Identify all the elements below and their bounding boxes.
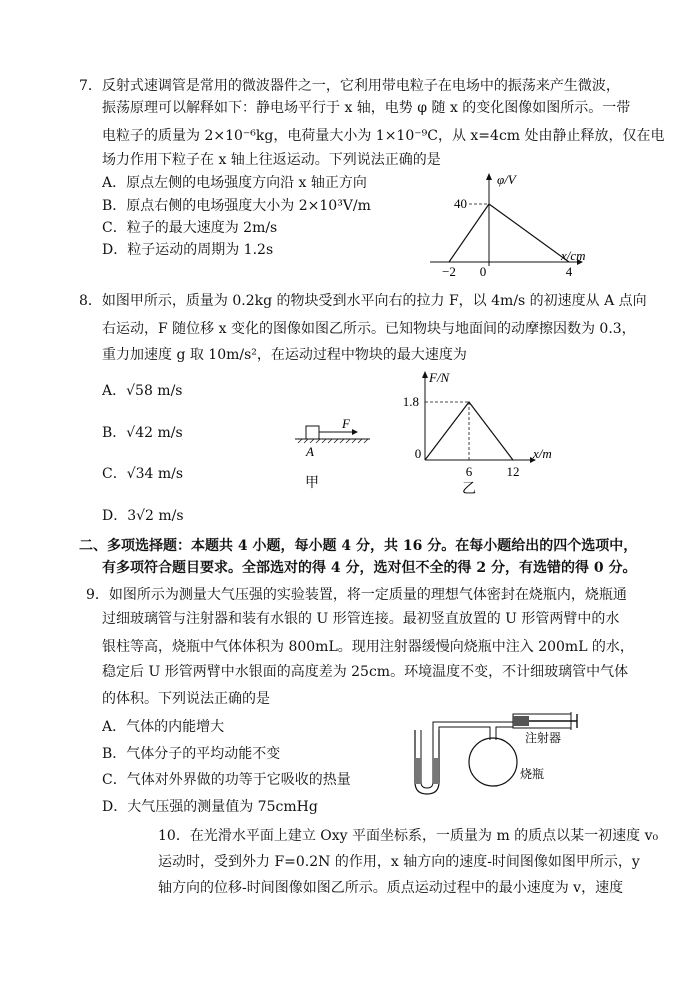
- syringe-fill: [513, 716, 529, 726]
- q8-option-b: B．√42 m/s: [102, 425, 183, 441]
- q7-y-axis-arrow: [486, 173, 492, 180]
- mercury-left-arm: [415, 758, 421, 784]
- q9-line-5: 的体积。下列说法正确的是: [102, 691, 270, 707]
- q7-x-tick-4: 4: [565, 264, 573, 279]
- q7-option-c: C．粒子的最大速度为 2m/s: [102, 220, 278, 236]
- q8-force-arrowhead: [352, 429, 358, 435]
- q8-line-1: 8．如图甲所示，质量为 0.2kg 的物块受到水平向右的拉力 F，以 4m/s 的初速度从 A 点向: [79, 293, 647, 309]
- flask-bulb: [469, 738, 517, 786]
- q9-option-a: A．气体的内能增大: [102, 719, 225, 735]
- connecting-tube-bottom: [439, 727, 515, 740]
- q8-x-label: x/m: [533, 446, 552, 461]
- q8-block: [306, 426, 319, 439]
- q7-potential-graph: [425, 168, 605, 280]
- q9-line-1: 9．如图所示为测量大气压强的实验装置，将一定质量的理想气体密封在烧瓶内，烧瓶通: [86, 587, 627, 603]
- q9-option-b: B．气体分子的平均动能不变: [102, 746, 281, 762]
- q10-line-1: 10．在光滑水平面上建立 Oxy 平面坐标系，一质量为 m 的质点以某一初速度 v₀: [158, 828, 659, 844]
- q8-caption-jia: 甲: [305, 476, 319, 491]
- q8-y-tick: 1.8: [402, 394, 419, 409]
- q8-y-axis-arrow: [422, 371, 428, 378]
- q7-series-line: [449, 204, 569, 262]
- q8-series-line: [425, 402, 513, 460]
- q7-line-2: 振荡原理可以解释如下：静电场平行于 x 轴，电势 φ 随 x 的变化图像如图所示。一带: [102, 100, 631, 116]
- q9-option-d: D．大气压强的测量值为 75cmHg: [102, 799, 318, 815]
- q8-force-graph: [385, 366, 565, 520]
- q7-y-tick-40: 40: [454, 196, 467, 211]
- q9-option-c: C．气体对外界做的功等于它吸收的热量: [102, 772, 351, 788]
- q9-apparatus-figure: [405, 700, 605, 800]
- q7-option-a: A．原点左侧的电场强度方向沿 x 轴正方向: [102, 175, 367, 191]
- q7-line-1: 7．反射式速调管是常用的微波器件之一，它利用带电粒子在电场中的振荡来产生微波，: [79, 78, 620, 94]
- q8-figure-jia: [290, 416, 380, 516]
- q8-option-a: A．√58 m/s: [102, 383, 183, 399]
- q8-force-label: F: [342, 416, 350, 431]
- q8-point-a-label: A: [306, 444, 314, 459]
- q7-option-b: B．原点右侧的电场强度大小为 2×10³V/m: [102, 198, 371, 214]
- q7-x-label: x/cm: [561, 248, 586, 263]
- q8-caption-yi: 乙: [462, 482, 476, 497]
- mercury-right-arm: [433, 758, 439, 784]
- section-2-instructions: 有多项符合题目要求。全部选对的得 4 分，选对但不全的得 2 分，有选错的得 0 分。: [102, 560, 637, 576]
- q8-ground-hatching: [298, 439, 368, 443]
- section-2-title: 二、多项选择题：本题共 4 小题，每小题 4 分，共 16 分。在每小题给出的四个选项中，: [79, 538, 638, 554]
- q9-line-4: 稳定后 U 形管两臂中水银面的高度差为 25cm。环境温度不变，不计细玻璃管中气体: [102, 664, 629, 680]
- u-tube-inner: [421, 730, 433, 788]
- q8-line-2: 右运动，F 随位移 x 变化的图像如图乙所示。已知物块与地面间的动摩擦因数为 0.3，: [102, 321, 636, 337]
- q7-line-3: 电粒子的质量为 2×10⁻⁶kg，电荷量大小为 1×10⁻⁹C，从 x=4cm 处由静止释放，仅在电: [102, 128, 665, 144]
- q8-x-tick-6: 6: [465, 464, 473, 479]
- q10-line-2: 运动时，受到外力 F=0.2N 的作用，x 轴方向的速度-时间图像如图甲所示，y: [158, 854, 640, 870]
- q7-x-tick-0: 0: [479, 264, 487, 279]
- q7-option-d: D．粒子运动的周期为 1.2s: [102, 242, 274, 258]
- q8-option-d: D．3√2 m/s: [102, 508, 184, 524]
- q7-line-4: 场力作用下粒子在 x 轴上往返运动。下列说法正确的是: [102, 152, 441, 168]
- q8-y-label: F/N: [429, 370, 450, 385]
- q8-x-tick-0: 0: [414, 446, 422, 461]
- q8-line-3: 重力加速度 g 取 10m/s²，在运动过程中物块的最大速度为: [102, 347, 467, 363]
- q7-x-tick-neg2: −2: [442, 264, 456, 279]
- q7-y-label: φ/V: [497, 172, 516, 187]
- syringe-label: 注射器: [525, 731, 562, 745]
- flask-label: 烧瓶: [520, 767, 545, 781]
- q9-line-2: 过细玻璃管与注射器和装有水银的 U 形管连接。最初竖直放置的 U 形管两臂中的水: [102, 611, 620, 627]
- q9-line-3: 银柱等高，烧瓶中气体体积为 800mL。现用注射器缓慢向烧瓶中注入 200mL 的水，: [102, 639, 634, 655]
- q8-x-tick-12: 12: [506, 464, 520, 479]
- q10-line-3: 轴方向的位移-时间图像如图乙所示。质点运动过程中的最小速度为 v，速度: [158, 880, 624, 896]
- q8-option-c: C．√34 m/s: [102, 466, 184, 482]
